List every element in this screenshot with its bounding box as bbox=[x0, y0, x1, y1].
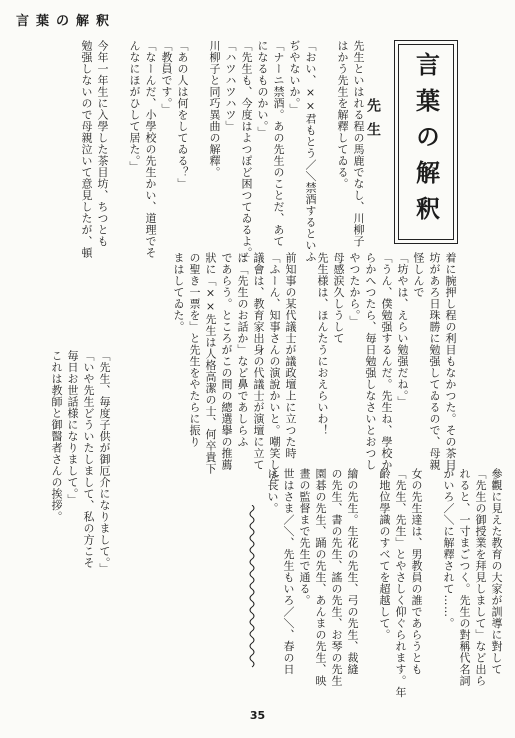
page-number: 35 bbox=[249, 709, 266, 722]
wavy-divider bbox=[247, 505, 257, 670]
running-header: 言葉の解釈 bbox=[16, 14, 117, 29]
text-block-top-left: 先生といはれる程の馬鹿でなし、川柳子 はかう先生を解釋してゐる。 「おい、××君もとう／＼禁酒するといふ ぢやないか。」 「ナーニ禁酒。あの先生のことだ、あて になるものかい。」 「先生も、今度はよつぽど困つてゐるよ。」 「ハツハツハツ」 川柳子と同巧異曲の解釋。 「あの人は何をしてゐる？」 「教員です。」 「なーんだ、小學校の先生かい、道理でそ んなにほがひして居た。」 今年一年生に入學した茶目坊、ちつとも 勉强しないので母親泣いて意見したが、頓 bbox=[80, 40, 365, 265]
section-subtitle: 先生 bbox=[365, 98, 381, 146]
text-block-middle: 着に腕押し程の利目もなかつた。その茶目 坊があろ日珠勝に勉强してゐるので、母親 怪しんで 「坊やは、えらい勉强だね。」 「うん、僕勉强するんだ。先生ね、學校か らかへつたら、毎日勉强しなさいとおつし やつたから。」 母感涙久しうして 先生様は、ほんたうにおえらいわ！ 前知事の某代議士が議政壇上に立つた時 「ふーん、知事さんの演說かいと。嘲笑した 議會は、教育家出身の代議士が演壇に立て ば「先生のお話か」など鼻であしらふ であらう。ところがこの間の總選擧の推薦 狀に「××先生は人格高潔の士、何卒貴下 の聖き一票を」と先生をやたらに振り まはしてゐた。 bbox=[172, 252, 457, 482]
text-block-bottom-right: 參觀に見えた教育の大家が訓導に對して 「先生の御授業を拜見しまして」など出ら れると、一寸まごつく。先生の對稱代名詞 がいろ／＼に解釋されて……。 女の先生達は、男教員の誰であらうとも 「先生、先生」とやさしく仰ぐられます。年 齡地位學識のすべてを超越して。 繪の先生。生花の先生、弓の先生、裁縫 の先生、書の先生、謠の先生、お琴の先生 園碁の先生、踊の先生、あんまの先生、映 畫の監督まで先生で通る。 世はさま／＼、先生もいろ／＼、春の日 は長い。 bbox=[266, 468, 503, 698]
title-frame bbox=[398, 44, 454, 240]
article-title: 言葉の解釈 bbox=[411, 52, 441, 232]
text-block-bottom-left: 「先生、毎度子供が御厄介になりまして。」 「いや先生どういたしまして、私の方こそ 毎日お世話様になりまして。」 これは教師と御醫者さんの挨拶。 bbox=[50, 350, 111, 575]
